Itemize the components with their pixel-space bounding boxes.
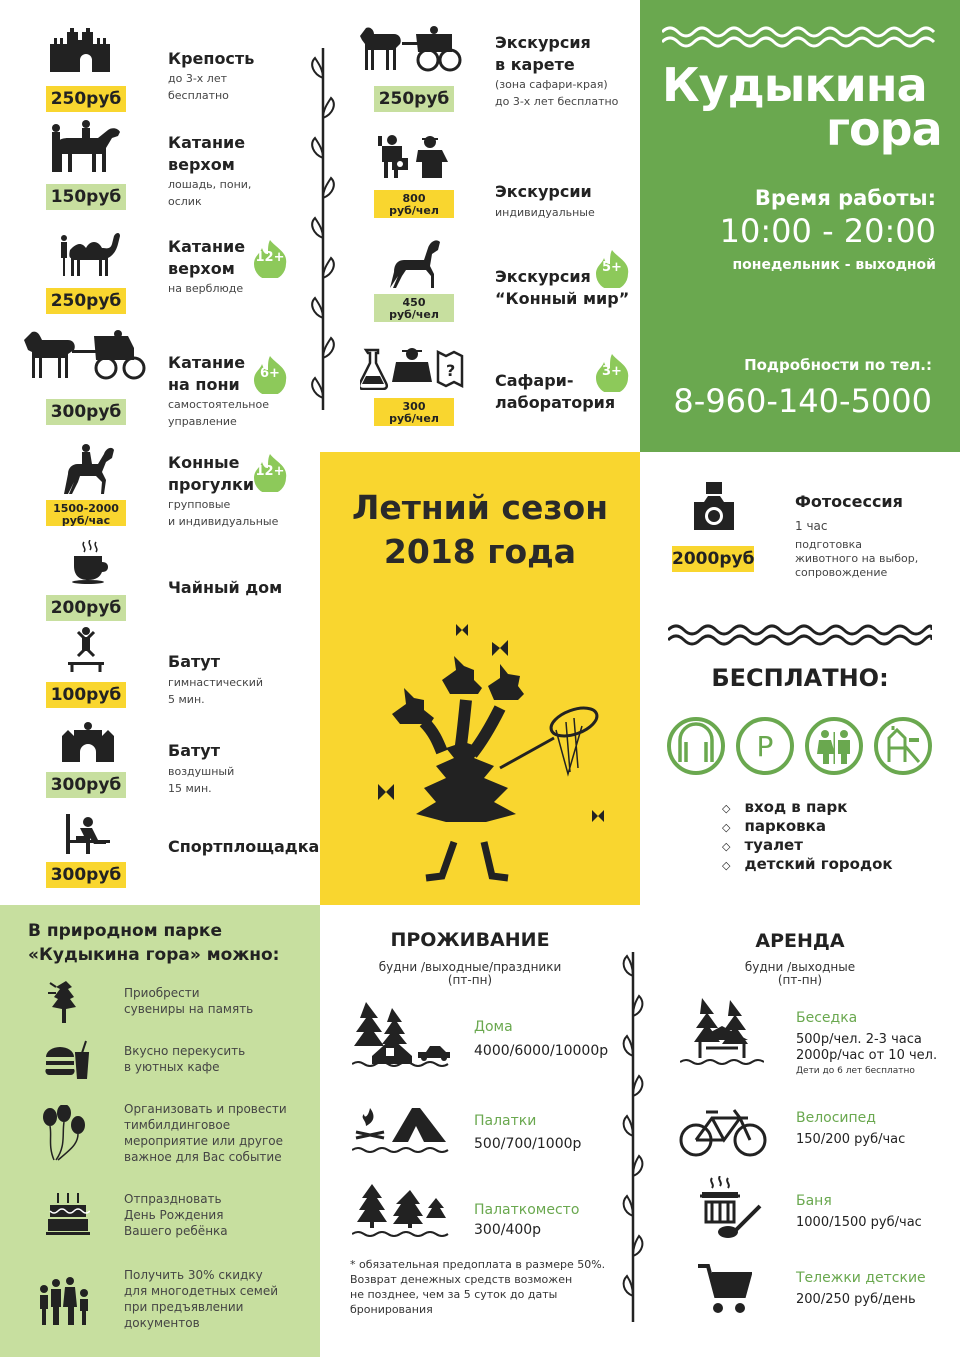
- item-sub: 5 мин.: [168, 693, 205, 706]
- item-sub: управление: [168, 415, 237, 428]
- park-item-text: документов: [124, 1316, 200, 1330]
- photo-sub: животного на выбор,: [795, 552, 919, 565]
- carriage-tour-icon: [358, 26, 462, 74]
- park-gate-icon: [666, 716, 726, 776]
- lodging-item-price: 300/400р: [474, 1222, 542, 1238]
- tea-cup-icon: [70, 540, 110, 584]
- park-item-text: Получить 30% скидку: [124, 1268, 263, 1282]
- item-sub: и индивидуальные: [168, 515, 279, 528]
- price-unit: руб/час: [61, 514, 111, 527]
- sports-ground-icon: [66, 814, 110, 856]
- svg-text:?: ?: [446, 361, 456, 380]
- free-list-item: [722, 836, 803, 854]
- vine-divider: [618, 952, 648, 1322]
- season-title-line1: Летний сезон: [351, 488, 609, 527]
- camel-icon: [56, 228, 120, 278]
- item-title: Экскурсия: [495, 267, 591, 286]
- item-title: Батут: [168, 652, 220, 671]
- park-item-text: Вашего ребёнка: [124, 1224, 228, 1238]
- item-title: Катание: [168, 237, 246, 256]
- lodging-title: ПРОЖИВАНИЕ: [390, 929, 550, 951]
- item-sub: лошадь, пони,: [168, 178, 252, 191]
- price-value: 800: [402, 192, 426, 205]
- item-title: в карете: [495, 55, 575, 74]
- balloons-icon: [40, 1105, 88, 1161]
- phone-number[interactable]: 8-960-140-5000: [673, 382, 932, 420]
- rent-item-name: Баня: [796, 1193, 832, 1209]
- diamond-bullet-icon: ◇: [722, 859, 731, 872]
- rent-item-name: Велосипед: [796, 1110, 876, 1126]
- item-sub: на верблюде: [168, 282, 244, 295]
- free-title: БЕСПЛАТНО:: [711, 664, 889, 692]
- item-sub: 15 мин.: [168, 782, 212, 795]
- bicycle-icon: [678, 1104, 768, 1158]
- trampoline-icon: [66, 626, 106, 672]
- rent-subtitle: будни /выходные: [744, 960, 856, 974]
- park-title-line2: «Кудыкина гора» можно:: [28, 945, 280, 965]
- park-item-text: в уютных кафе: [124, 1060, 220, 1074]
- parking-icon: [735, 716, 795, 776]
- item-sub: до 3-х лет бесплатно: [495, 95, 619, 108]
- rent-item-price: 150/200 руб/час: [796, 1132, 906, 1147]
- item-sub: (зона сафари-края): [495, 78, 608, 91]
- horse-world-icon: [386, 238, 442, 288]
- item-title: Сафари-: [495, 371, 574, 390]
- photo-duration: 1 час: [795, 519, 828, 533]
- age-label: 12+: [255, 250, 285, 265]
- price-tag: 250руб: [46, 86, 126, 112]
- item-sub: индивидуальные: [495, 206, 595, 219]
- burger-drink-icon: [44, 1039, 92, 1079]
- item-sub: групповые: [168, 498, 231, 511]
- free-list-item: [722, 855, 893, 873]
- lodging-item-name: Палаткоместо: [474, 1202, 580, 1218]
- item-title: Чайный дом: [168, 578, 283, 597]
- free-item-label: туалет: [744, 836, 803, 854]
- price-value: 300: [402, 400, 426, 413]
- hours-label: Время работы:: [754, 186, 936, 210]
- free-item-label: детский городок: [744, 855, 893, 873]
- item-title: Катание: [168, 133, 246, 152]
- rent-item-name: Тележки детские: [796, 1270, 926, 1286]
- lodging-note: Возврат денежных средств возможен: [350, 1273, 573, 1286]
- rent-subtitle: (пт-пн): [777, 973, 823, 987]
- price-tag: 150руб: [46, 184, 126, 210]
- item-sub: ослик: [168, 195, 202, 208]
- house-forest-icon: [352, 1000, 452, 1068]
- lodging-item-name: Дома: [474, 1019, 513, 1035]
- lodging-subtitle: (пт-пн): [447, 973, 493, 987]
- price-tag: 200руб: [46, 595, 126, 621]
- photo-title: Фотосессия: [795, 492, 903, 511]
- park-item-text: для многодетных семей: [124, 1284, 279, 1298]
- dayoff-text: понедельник - выходной: [732, 257, 936, 273]
- free-item-label: вход в парк: [744, 798, 848, 816]
- wave-decoration: [662, 26, 938, 48]
- season-panel: [320, 452, 640, 905]
- item-sub: самостоятельное: [168, 398, 269, 411]
- birthday-cake-icon: [46, 1191, 90, 1235]
- item-title: Катание: [168, 353, 246, 372]
- age-badge: [592, 248, 632, 288]
- free-list-item: [722, 817, 826, 835]
- campsite-trees-icon: [352, 1180, 452, 1240]
- price-tag: 100руб: [46, 682, 126, 708]
- age-badge: [592, 352, 632, 392]
- safari-lab-icon: [360, 346, 464, 390]
- item-title: верхом: [168, 259, 235, 278]
- park-item-text: тимбилдинговое: [124, 1118, 231, 1132]
- logo-text-line1: Кудыкина: [662, 58, 927, 112]
- left-column: [0, 0, 320, 905]
- photo-sub: сопровождение: [795, 566, 888, 579]
- tent-campfire-icon: [352, 1102, 452, 1154]
- item-title: Конные: [168, 453, 240, 472]
- price-tag: 250руб: [374, 86, 454, 112]
- price-tag: 2000руб: [672, 546, 754, 572]
- price-tag: 300руб: [46, 862, 126, 888]
- lodging-note: * обязательная предоплата в размере 50%.: [350, 1258, 606, 1271]
- camera-icon: [694, 482, 734, 532]
- price-tag: [374, 190, 454, 218]
- age-label: 6+: [260, 366, 280, 381]
- price-tag: [374, 398, 454, 426]
- item-title: Экскурсии: [495, 182, 592, 201]
- item-title: Крепость: [168, 49, 255, 68]
- svg-text:P: P: [756, 730, 774, 763]
- item-title: на пони: [168, 375, 240, 394]
- souvenir-figure-icon: [46, 977, 86, 1023]
- price-tag: [374, 294, 454, 322]
- logo-text-line2: гора: [826, 102, 942, 156]
- age-label: 12+: [255, 464, 285, 479]
- price-value: 1500-2000: [53, 502, 119, 515]
- price-tag: 300руб: [46, 772, 126, 798]
- item-title: Батут: [168, 741, 220, 760]
- park-item-text: важное для Вас событие: [124, 1150, 282, 1164]
- age-label: 3+: [602, 364, 622, 379]
- item-sub: до 3-х лет: [168, 72, 228, 85]
- photo-sub: подготовка: [795, 538, 863, 551]
- park-item-text: сувениры на память: [124, 1002, 254, 1016]
- item-title: прогулки: [168, 475, 255, 494]
- brand-panel: [640, 0, 960, 452]
- park-item-text: мероприятие или другое: [124, 1134, 283, 1148]
- horse-carriage-icon: [22, 330, 148, 380]
- park-item-text: Отпраздновать: [124, 1192, 222, 1206]
- lodging-note: не позднее, чем за 5 суток до даты: [350, 1288, 558, 1301]
- toilet-icon: [804, 716, 864, 776]
- item-sub: бесплатно: [168, 89, 229, 102]
- rent-item-price: 1000/1500 руб/час: [796, 1215, 922, 1230]
- lodging-subtitle: будни /выходные/праздники: [378, 960, 562, 974]
- hours-value: 10:00 - 20:00: [719, 212, 936, 250]
- season-title-line2: 2018 года: [383, 532, 577, 571]
- rent-item-price: 2000р/час от 10 чел.: [796, 1048, 938, 1063]
- playground-icon: [873, 716, 933, 776]
- lodging-note: бронирования: [350, 1303, 433, 1316]
- phone-label: Подробности по тел.:: [744, 356, 932, 374]
- park-panel: [0, 905, 320, 1357]
- diamond-bullet-icon: ◇: [722, 840, 731, 853]
- park-item-text: Приобрести: [124, 986, 200, 1000]
- park-item-text: при предъявлении: [124, 1300, 244, 1314]
- price-value: 450: [402, 296, 426, 309]
- tour-guide-icon: [378, 132, 450, 180]
- rent-item-price: 200/250 руб/день: [796, 1292, 916, 1307]
- stroller-cart-icon: [698, 1262, 752, 1316]
- item-title: Экскурсия: [495, 33, 591, 52]
- item-title: лаборатория: [495, 393, 616, 412]
- rent-title: АРЕНДА: [755, 930, 845, 952]
- wave-decoration: [668, 624, 932, 646]
- item-title: “Конный мир”: [495, 289, 630, 308]
- vine-divider: [306, 48, 340, 410]
- price-tag: 300руб: [46, 399, 126, 425]
- family-icon: [36, 1275, 94, 1327]
- price-unit: руб/чел: [389, 412, 439, 425]
- lodging-item-price: 4000/6000/10000р: [474, 1043, 609, 1059]
- park-item-text: Вкусно перекусить: [124, 1044, 246, 1058]
- bathhouse-icon: [698, 1176, 764, 1238]
- age-badge: [250, 238, 290, 278]
- horse-rider-icon: [46, 120, 126, 172]
- item-title: Спортплощадка: [168, 837, 320, 856]
- lodging-item-name: Палатки: [474, 1113, 537, 1129]
- diamond-bullet-icon: ◇: [722, 802, 731, 815]
- item-title: верхом: [168, 155, 235, 174]
- free-item-label: парковка: [744, 817, 826, 835]
- park-title-line1: В природном парке: [28, 921, 222, 941]
- rent-item-price: 500р/чел. 2-3 часа: [796, 1032, 922, 1047]
- bouncy-castle-icon: [60, 722, 116, 762]
- age-label: 5+: [602, 260, 622, 275]
- lodging-item-price: 500/700/1000р: [474, 1136, 582, 1152]
- age-badge: [250, 452, 290, 492]
- price-unit: руб/чел: [389, 204, 439, 217]
- gazebo-icon: [680, 996, 764, 1066]
- price-tag: 250руб: [46, 288, 126, 314]
- free-list-item: [722, 798, 847, 816]
- rent-item-name: Беседка: [796, 1010, 858, 1026]
- price-unit: руб/чел: [389, 308, 439, 321]
- price-tag: [46, 500, 126, 526]
- rent-item-note: Дети до 6 лет бесплатно: [796, 1066, 915, 1076]
- fortress-icon: [48, 28, 126, 72]
- age-badge: [250, 354, 290, 394]
- diamond-bullet-icon: ◇: [722, 821, 731, 834]
- park-item-text: День Рождения: [124, 1208, 224, 1222]
- dressage-horse-icon: [58, 444, 116, 494]
- item-sub: гимнастический: [168, 676, 264, 689]
- three-headed-creature-illustration: [370, 618, 610, 888]
- item-sub: воздушный: [168, 765, 235, 778]
- park-item-text: Организовать и провести: [124, 1102, 287, 1116]
